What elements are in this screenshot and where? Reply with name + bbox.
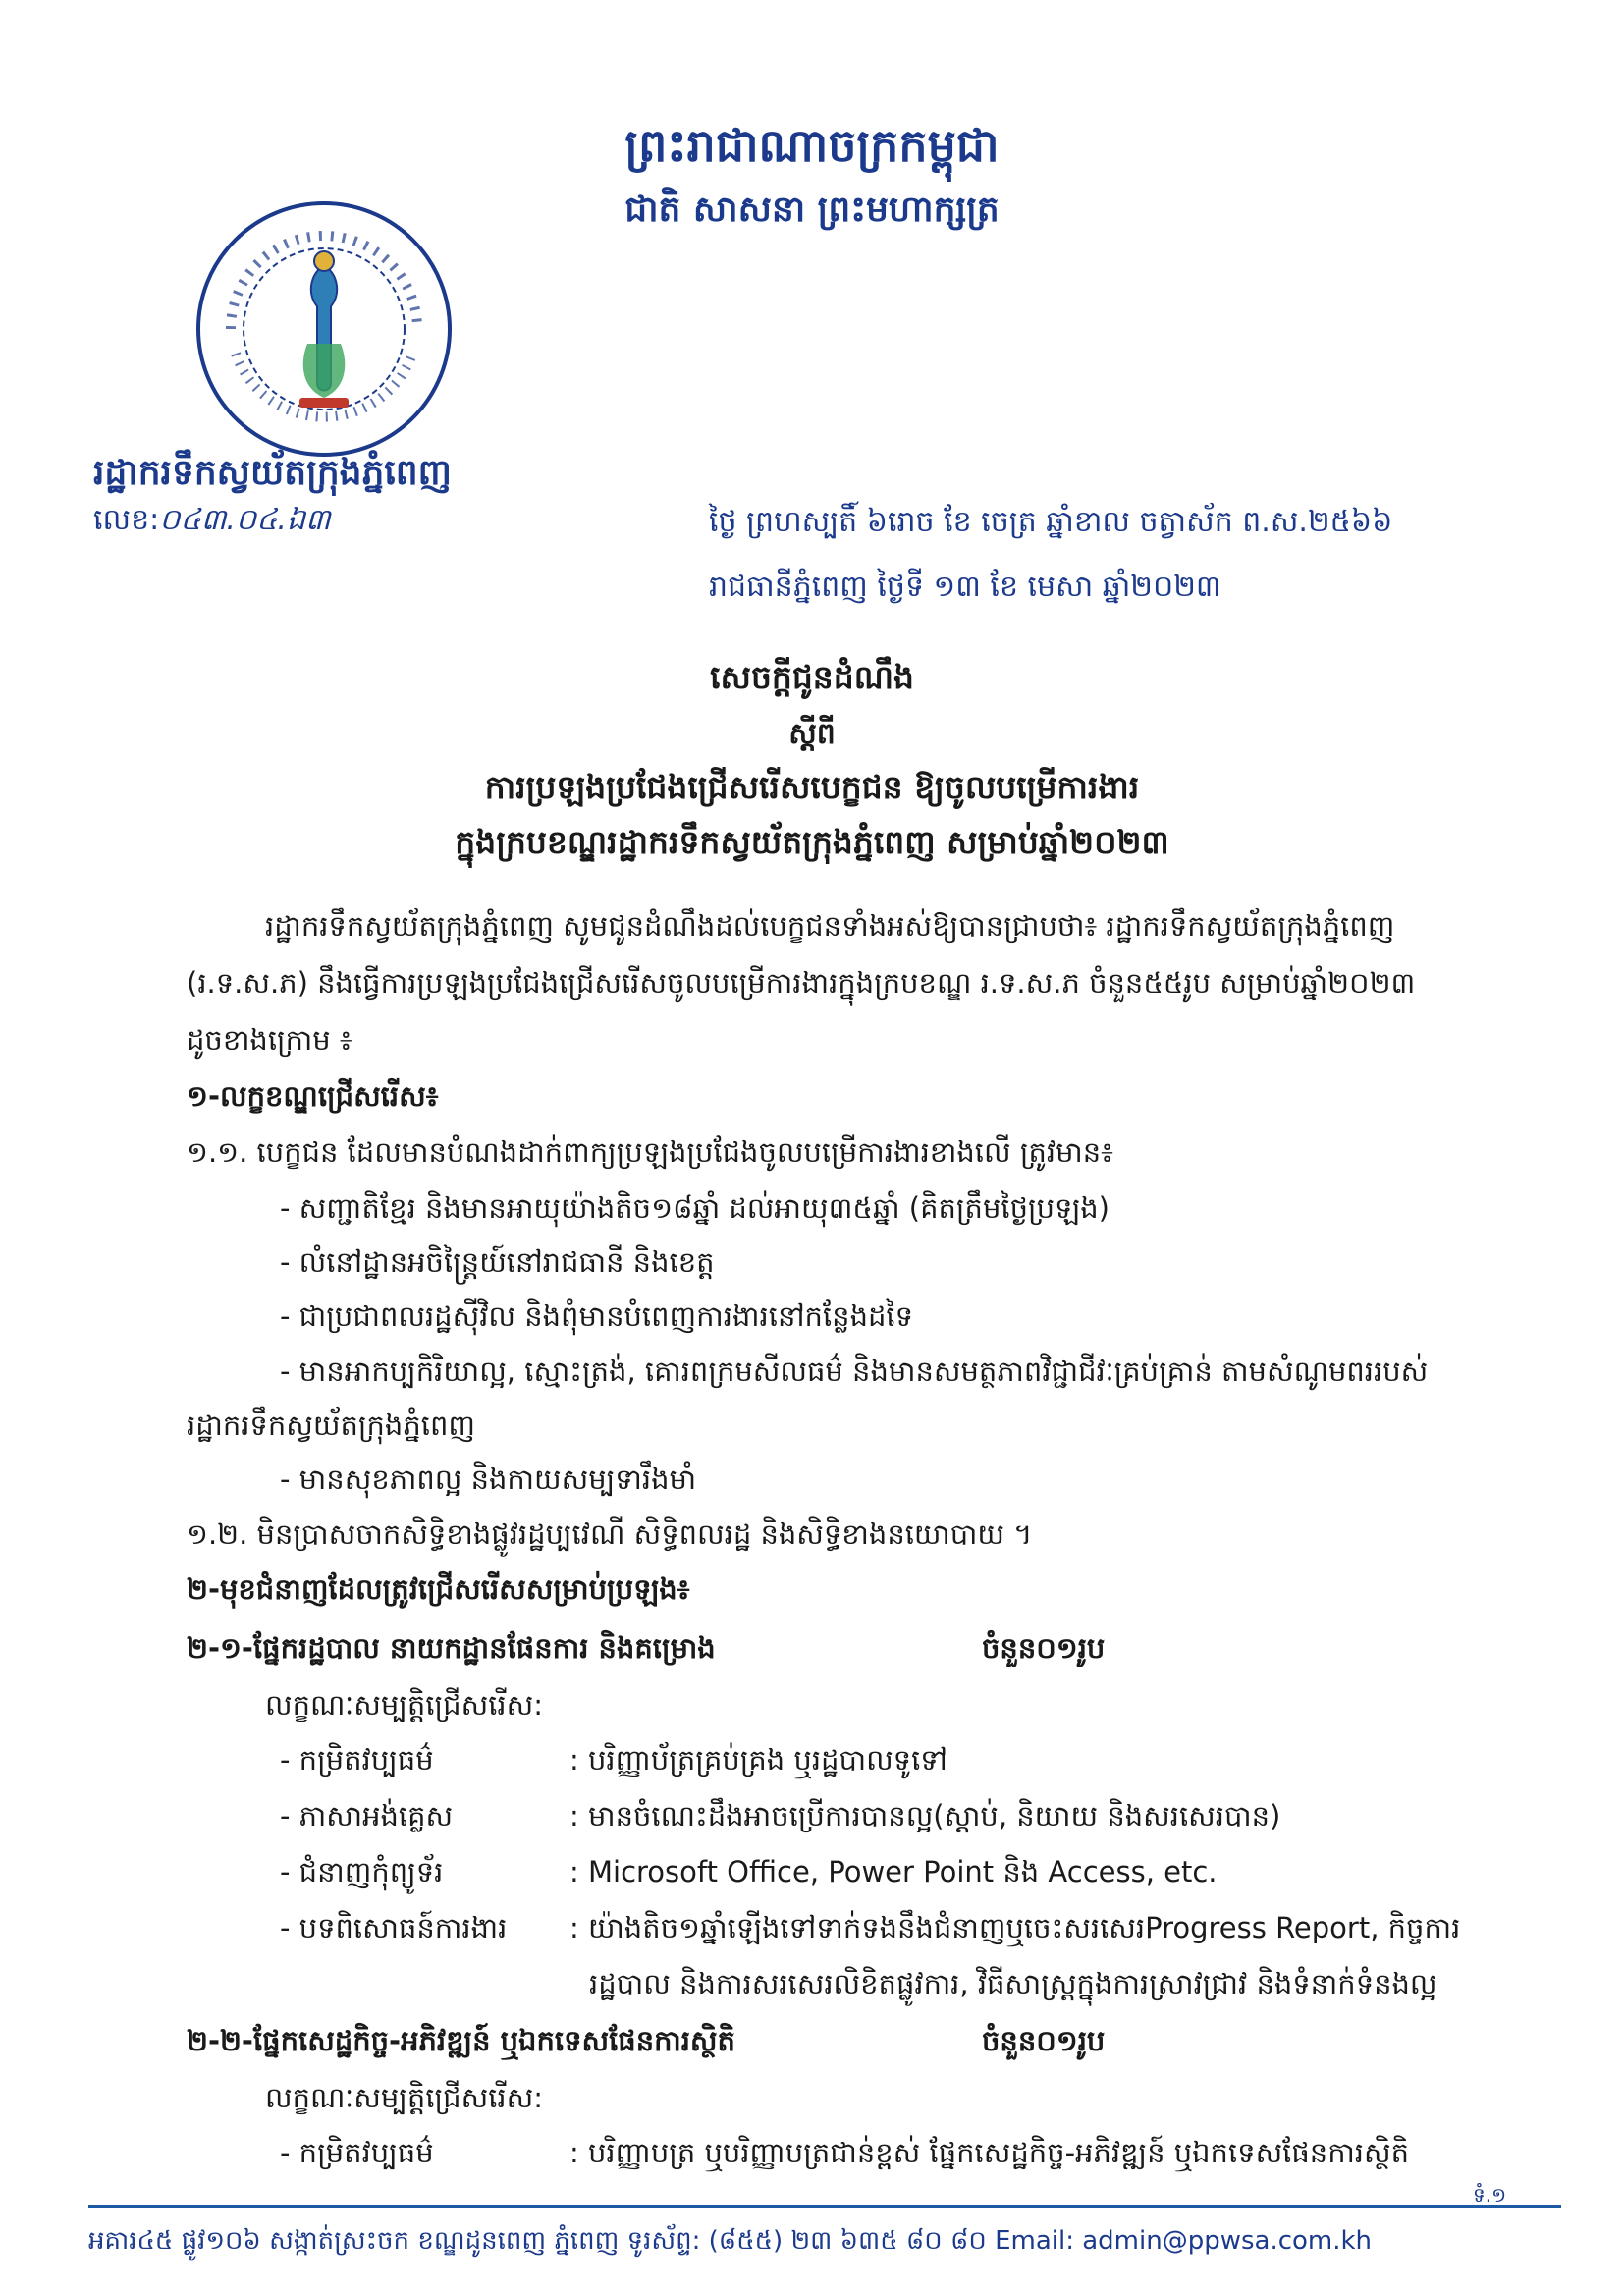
section1-sub1: ១.១. បេក្ខជន ដែលមានបំណងដាក់ពាក្យប្រឡងប្រជែងចូលបម្រើការងារខាងលើ ត្រូវមាន៖ [187,1135,1113,1169]
footer-divider [88,2205,1561,2208]
criteria-value: : បរិញ្ញាបត្រ ឬបរិញ្ញាបត្រជាន់ខ្ពស់ ផ្នែកសេដ្ឋកិច្ច-អភិវឌ្ឍន៍ ឬឯកទេសផែនការស្ថិតិ [569,2136,1410,2169]
reference-label: លេខ: [93,503,160,537]
intro-line-3: ដូចខាងក្រោម ៖ [187,1023,352,1057]
intro-line-2: (រ.ទ.ស.ភ) នឹងធ្វើការប្រឡងប្រជែងជ្រើសរើសចូលបម្រើការងារក្នុងក្របខណ្ឌ រ.ទ.ស.ភ ចំនួន៥៥រូប សម្រាប់ឆ្នាំ២០២៣ [187,966,1416,1000]
position1-title: ២-១-ផ្នែករដ្ឋបាល នាយកដ្ឋានផែនការ និងគម្រោង [187,1631,716,1665]
notice-topic-line1: ការប្រឡងប្រជែងជ្រើសរើសបេក្ខជន ឱ្យចូលបម្រើការងារ [484,768,1140,806]
kingdom-heading: ព្រះរាជាណាចក្រកម្ពុជា [624,119,1000,172]
eligibility-bullet: - សញ្ជាតិខ្មែរ និងមានអាយុយ៉ាងតិច១៨ឆ្នាំ ដល់អាយុ៣៥ឆ្នាំ (គិតត្រឹមថ្ងៃប្រឡង) [280,1191,1110,1225]
criteria-key: - ជំនាញកុំព្យូទ័រ [280,1855,444,1888]
national-motto: ជាតិ សាសនា ព្រះមហាក្សត្រ [624,190,1000,230]
position2-count: ចំនួន០១រូប [982,2024,1106,2057]
organization-name: រដ្ឋាករទឹកស្វយ័តក្រុងភ្នំពេញ [93,453,452,493]
eligibility-bullet-cont: រដ្ឋាករទឹកស្វយ័តក្រុងភ្នំពេញ [187,1408,475,1442]
criteria-key: - កម្រិតវប្បធម៌ [280,1743,434,1777]
ppwsa-logo [191,196,457,462]
criteria-key: - ភាសាអង់គ្លេស [280,1799,454,1832]
reference-value: ០៤៣.០៤.ឯ៣ [159,503,331,537]
criteria-value: : យ៉ាងតិច១ឆ្នាំឡើងទៅទាក់ទងនឹងជំនាញឬចេះសរសេរProgress Report, កិច្ចការ [569,1911,1461,1944]
page-number: ទំ.១ [1473,2183,1507,2207]
intro-line-1: រដ្ឋាករទឹកស្វយ័តក្រុងភ្នំពេញ សូមជូនដំណឹងដល់បេក្ខជនទាំងអស់ឱ្យបានជ្រាបថា៖ រដ្ឋាករទឹកស្វយ័តក្រុងភ្នំពេញ [265,909,1395,943]
position1-criteria-label: លក្ខណៈសម្បត្តិជ្រើសរើស: [265,1688,543,1722]
notice-subtitle: ស្តីពី [788,717,836,751]
notice-topic-line2: ក្នុងក្របខណ្ឌរដ្ឋាករទឹកស្វយ័តក្រុងភ្នំពេញ សម្រាប់ឆ្នាំ២០២៣ [455,823,1169,861]
eligibility-bullet: - មានអាកប្បកិរិយាល្អ, ស្មោះត្រង់, គោរពក្រមសីលធម៌ និងមានសមត្ថភាពវិជ្ជាជីវៈគ្រប់គ្រាន់ តាមសំណូមពររបស់ [280,1354,1429,1388]
eligibility-bullet: - លំនៅដ្ឋានអចិន្ត្រៃយ៍នៅរាជធានី និងខេត្ត [280,1245,715,1279]
criteria-value: : មានចំណេះដឹងអាចប្រើការបានល្អ(ស្តាប់, និយាយ និងសរសេរបាន) [569,1799,1281,1832]
position2-criteria-label: លក្ខណៈសម្បត្តិជ្រើសរើស: [265,2081,543,2114]
lunar-date: ថ្ងៃ ព្រហស្បតិ៍ ៦រោច ខែ ចេត្រ ឆ្នាំខាល ចត្វាស័ក ព.ស.២៥៦៦ [709,505,1393,539]
notice-title: សេចក្តីជូនដំណឹង [710,658,914,696]
eligibility-bullet: - មានសុខភាពល្អ និងកាយសម្បទារឹងមាំ [280,1462,697,1496]
solar-date: រាជធានីភ្នំពេញ ថ្ងៃទី ១៣ ខែ មេសា ឆ្នាំ២០២៣ [709,570,1221,604]
section1-heading: ១-លក្ខខណ្ឌជ្រើសរើស៖ [187,1079,439,1113]
eligibility-bullet: - ជាប្រជាពលរដ្ឋស៊ីវិល និងពុំមានបំពេញការងារនៅកន្លែងដទៃ [280,1299,914,1333]
position2-title: ២-២-ផ្នែកសេដ្ឋកិច្ច-អភិវឌ្ឍន៍ ឬឯកទេសផែនការស្ថិតិ [187,2024,735,2057]
section2-heading: ២-មុខជំនាញដែលត្រូវជ្រើសរើសសម្រាប់ប្រឡង៖ [187,1572,690,1606]
logo-emblem-icon [191,196,457,462]
criteria-value: : បរិញ្ញាប័ត្រគ្រប់គ្រង ឬរដ្ឋបាលទូទៅ [569,1743,947,1777]
footer-address: អគារ៤៥ ផ្លូវ១០៦ សង្កាត់ស្រះចក ខណ្ឌដូនពេញ ភ្នំពេញ ទូរស័ព្ទ: (៨៥៥) ២៣ ៦៣៥ ៨០ ៨០ Email: admin@ppwsa.com.kh [88,2226,1373,2256]
position1-count: ចំនួន០១រូប [982,1631,1106,1665]
criteria-value: : Microsoft Office, Power Point និង Access, etc. [569,1855,1218,1888]
criteria-key: - កម្រិតវប្បធម៌ [280,2136,434,2169]
section1-sub2: ១.២. មិនប្រាសចាកសិទ្ធិខាងផ្លូវរដ្ឋប្បវេណី សិទ្ធិពលរដ្ឋ និងសិទ្ធិខាងនយោបាយ ។ [187,1517,1033,1551]
criteria-key: - បទពិសោធន៍ការងារ [280,1911,508,1944]
reference-number [93,501,331,544]
criteria-value-cont: រដ្ឋបាល និងការសរសេរលិខិតផ្លូវការ, វិធីសាស្ត្រក្នុងការស្រាវជ្រាវ និងទំនាក់ទំនងល្អ [589,1967,1437,2000]
